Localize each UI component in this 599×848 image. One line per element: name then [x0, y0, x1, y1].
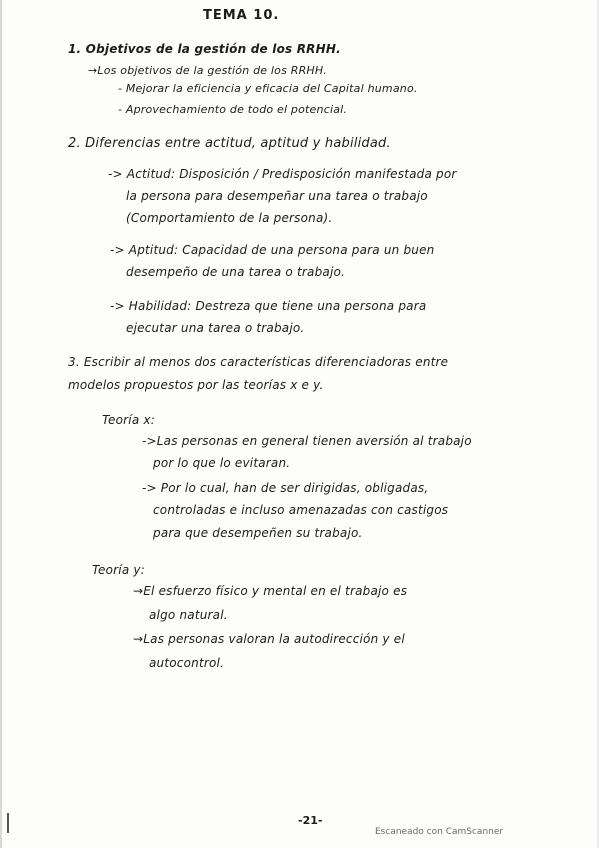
heading-3: 3. Escribir al menos dos características diferenciadoras entre [68, 355, 449, 369]
theory-line: controladas e incluso amenazadas con castigos [153, 503, 449, 517]
definition-line: ejecutar una tarea o trabajo. [126, 321, 305, 335]
theory-line: ->Las personas en general tienen aversión al trabajo [142, 434, 472, 448]
heading-1: 1. Objetivos de la gestión de los RRHH. [68, 42, 341, 56]
theory-line: autocontrol. [149, 656, 225, 670]
theory-line: algo natural. [149, 608, 228, 622]
bullet-line: →Los objetivos de la gestión de los RRHH. [88, 64, 328, 77]
definition-line: desempeño de una tarea o trabajo. [126, 265, 346, 279]
definition-line: -> Aptitud: Capacidad de una persona para un buen [110, 243, 435, 257]
heading-3-cont: modelos propuestos por las teorías x e y. [68, 378, 324, 392]
page-number: -21- [298, 814, 323, 827]
theory-line: →El esfuerzo físico y mental en el trabajo es [133, 584, 408, 598]
bullet-line: - Aprovechamiento de todo el potencial. [118, 103, 348, 116]
subheading-theory-y: Teoría y: [92, 563, 145, 577]
definition-line: la persona para desempeñar una tarea o trabajo [126, 189, 428, 203]
theory-line: para que desempeñen su trabajo. [153, 526, 363, 540]
theory-line: por lo que lo evitaran. [153, 456, 291, 470]
page-title: TEMA 10. [203, 8, 280, 23]
definition-line: -> Actitud: Disposición / Predisposición manifestada por [108, 167, 457, 181]
theory-line: →Las personas valoran la autodirección y el [133, 632, 405, 646]
scan-mark [7, 813, 9, 833]
subheading-theory-x: Teoría x: [102, 413, 155, 427]
bullet-line: - Mejorar la eficiencia y eficacia del Capital humano. [118, 82, 418, 95]
heading-2: 2. Diferencias entre actitud, aptitud y habilidad. [68, 136, 391, 151]
theory-line: -> Por lo cual, han de ser dirigidas, obligadas, [142, 481, 429, 495]
definition-line: -> Habilidad: Destreza que tiene una persona para [110, 299, 427, 313]
scan-left-edge [0, 0, 2, 848]
scanner-watermark: Escaneado con CamScanner [375, 827, 504, 837]
definition-line: (Comportamiento de la persona). [126, 211, 333, 225]
